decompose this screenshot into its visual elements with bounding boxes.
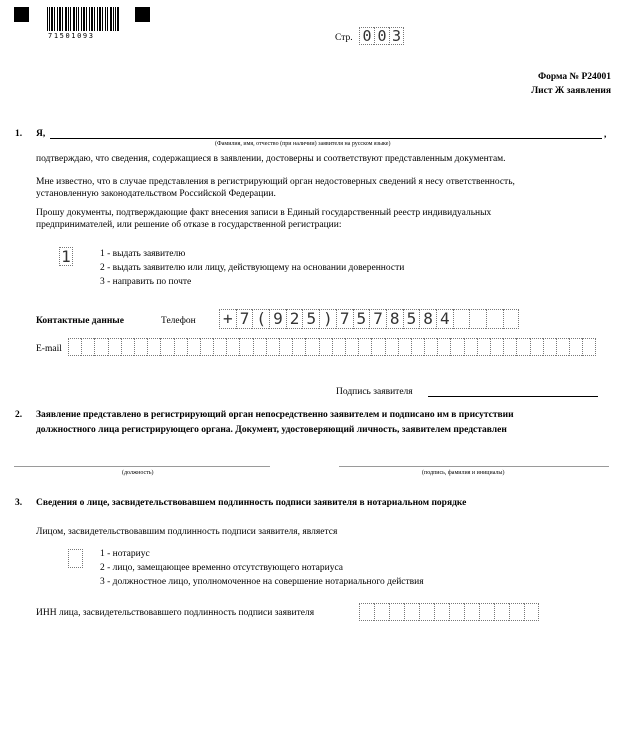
phone-char-cell[interactable]: 4: [436, 309, 453, 329]
page-digit-cell: 3: [389, 27, 404, 45]
email-char-cell[interactable]: [213, 338, 226, 356]
page-digit-cell: 0: [359, 27, 374, 45]
inn-digit-cell[interactable]: [374, 603, 389, 621]
sheet-title: Лист Ж заявления: [531, 86, 611, 96]
delivery-option-1: 1 - выдать заявителю: [100, 249, 186, 259]
email-char-cell[interactable]: [398, 338, 411, 356]
delivery-option-2: 2 - выдать заявителю или лицу, действующему на основании доверенности: [100, 263, 405, 273]
inn-digit-cell[interactable]: [404, 603, 419, 621]
applicant-name-hint: (Фамилия, имя, отчество (при наличии) заявителя на русском языке): [215, 141, 391, 147]
email-char-cell[interactable]: [68, 338, 81, 356]
barcode-number: 71501093: [48, 32, 95, 40]
email-char-cell[interactable]: [226, 338, 239, 356]
email-char-cell[interactable]: [530, 338, 543, 356]
inn-digit-cell[interactable]: [419, 603, 434, 621]
official-signature-hint: (подпись, фамилия и инициалы): [422, 470, 505, 476]
email-char-cell[interactable]: [556, 338, 569, 356]
notary-intro: Лицом, засвидетельствовавшим подлинность подписи заявителя, является: [36, 527, 338, 537]
confirm-text: подтверждаю, что сведения, содержащиеся в заявлении, достоверны и соответствуют представленным документам.: [36, 154, 506, 164]
applicant-name-line[interactable]: [50, 138, 602, 139]
applicant-name-comma: ,: [604, 130, 607, 140]
notary-option-1: 1 - нотариус: [100, 549, 150, 559]
email-char-cell[interactable]: [94, 338, 107, 356]
inn-field[interactable]: [359, 603, 539, 621]
email-char-cell[interactable]: [292, 338, 305, 356]
phone-char-cell[interactable]: [486, 309, 503, 329]
email-char-cell[interactable]: [174, 338, 187, 356]
email-char-cell[interactable]: [121, 338, 134, 356]
phone-char-cell[interactable]: ): [319, 309, 336, 329]
email-char-cell[interactable]: [450, 338, 463, 356]
email-char-cell[interactable]: [266, 338, 279, 356]
phone-char-cell[interactable]: 5: [353, 309, 370, 329]
email-char-cell[interactable]: [305, 338, 318, 356]
barcode-image: [47, 7, 119, 31]
phone-char-cell[interactable]: +: [219, 309, 236, 329]
phone-char-cell[interactable]: 7: [236, 309, 253, 329]
email-char-cell[interactable]: [477, 338, 490, 356]
request-text-line-2: предпринимателей, или решение об отказе в государственной регистрации:: [36, 220, 342, 230]
email-char-cell[interactable]: [437, 338, 450, 356]
email-char-cell[interactable]: [569, 338, 582, 356]
inn-digit-cell[interactable]: [434, 603, 449, 621]
page-label: Стр.: [335, 33, 353, 43]
email-char-cell[interactable]: [332, 338, 345, 356]
section-3-title: Сведения о лице, засвидетельствовавшем подлинность подписи заявителя в нотариальном порядке: [36, 498, 467, 508]
email-char-cell[interactable]: [239, 338, 252, 356]
phone-char-cell[interactable]: (: [252, 309, 269, 329]
phone-field[interactable]: [219, 309, 519, 329]
inn-digit-cell[interactable]: [524, 603, 539, 621]
email-char-cell[interactable]: [345, 338, 358, 356]
aware-text-line-2: установленную законодательством Российской Федерации.: [36, 189, 276, 199]
request-text-line-1: Прошу документы, подтверждающие факт внесения записи в Единый государственный реестр индивидуальных: [36, 208, 492, 218]
registration-mark-right: [135, 7, 150, 22]
inn-digit-cell[interactable]: [449, 603, 464, 621]
email-field[interactable]: [68, 338, 596, 356]
email-char-cell[interactable]: [424, 338, 437, 356]
email-char-cell[interactable]: [319, 338, 332, 356]
phone-char-cell[interactable]: 5: [403, 309, 420, 329]
page-number-cells: [359, 27, 404, 45]
email-char-cell[interactable]: [464, 338, 477, 356]
email-char-cell[interactable]: [279, 338, 292, 356]
delivery-choice-cell[interactable]: 1: [59, 247, 73, 266]
position-hint: (должность): [122, 470, 154, 476]
phone-char-cell[interactable]: [503, 309, 520, 329]
email-char-cell[interactable]: [503, 338, 516, 356]
inn-digit-cell[interactable]: [494, 603, 509, 621]
email-char-cell[interactable]: [582, 338, 595, 356]
phone-char-cell[interactable]: 8: [386, 309, 403, 329]
section-1-number: 1.: [15, 129, 23, 139]
section-2-text-line-2: должностного лица регистрирующего органа. Документ, удостоверяющий личность, заявителем представлен: [36, 425, 507, 435]
phone-char-cell[interactable]: 8: [419, 309, 436, 329]
delivery-option-3: 3 - направить по почте: [100, 277, 192, 287]
inn-digit-cell[interactable]: [464, 603, 479, 621]
inn-digit-cell[interactable]: [389, 603, 404, 621]
email-label: E-mail: [36, 344, 62, 354]
phone-char-cell[interactable]: 5: [302, 309, 319, 329]
email-char-cell[interactable]: [516, 338, 529, 356]
email-char-cell[interactable]: [253, 338, 266, 356]
email-char-cell[interactable]: [134, 338, 147, 356]
email-char-cell[interactable]: [358, 338, 371, 356]
notary-choice-field[interactable]: [68, 549, 83, 568]
email-char-cell[interactable]: [371, 338, 384, 356]
notary-option-3: 3 - должностное лицо, уполномоченное на совершение нотариального действия: [100, 577, 424, 587]
phone-char-cell[interactable]: 7: [369, 309, 386, 329]
delivery-choice-field[interactable]: [59, 247, 73, 266]
email-char-cell[interactable]: [160, 338, 173, 356]
phone-char-cell[interactable]: [453, 309, 470, 329]
phone-char-cell[interactable]: [469, 309, 486, 329]
notary-option-2: 2 - лицо, замещающее временно отсутствующего нотариуса: [100, 563, 344, 573]
email-char-cell[interactable]: [490, 338, 503, 356]
official-position-line[interactable]: [14, 466, 270, 467]
email-char-cell[interactable]: [147, 338, 160, 356]
applicant-signature-line[interactable]: [428, 396, 598, 397]
inn-digit-cell[interactable]: [509, 603, 524, 621]
phone-char-cell[interactable]: 7: [336, 309, 353, 329]
email-char-cell[interactable]: [200, 338, 213, 356]
phone-char-cell[interactable]: 9: [269, 309, 286, 329]
phone-char-cell[interactable]: 2: [286, 309, 303, 329]
section-3-number: 3.: [15, 498, 23, 508]
page-digit-cell: 0: [374, 27, 389, 45]
inn-digit-cell[interactable]: [479, 603, 494, 621]
inn-label: ИНН лица, засвидетельствовавшего подлинность подписи заявителя: [36, 608, 315, 618]
inn-digit-cell[interactable]: [359, 603, 374, 621]
email-char-cell[interactable]: [108, 338, 121, 356]
section-2-text-line-1: Заявление представлено в регистрирующий орган непосредственно заявителем и подписано им в присутствии: [36, 410, 514, 420]
email-char-cell[interactable]: [543, 338, 556, 356]
phone-label: Телефон: [161, 316, 196, 326]
contact-data-label: Контактные данные: [36, 316, 124, 326]
email-char-cell[interactable]: [187, 338, 200, 356]
section-1-lead: Я,: [36, 129, 46, 139]
email-char-cell[interactable]: [385, 338, 398, 356]
aware-text-line-1: Мне известно, что в случае представления в регистрирующий орган недостоверных сведений я несу ответственность,: [36, 177, 515, 187]
notary-choice-cell[interactable]: [68, 549, 83, 568]
registration-mark-left: [14, 7, 29, 22]
section-2-number: 2.: [15, 410, 23, 420]
signature-label: Подпись заявителя: [336, 387, 413, 397]
email-char-cell[interactable]: [81, 338, 94, 356]
email-char-cell[interactable]: [411, 338, 424, 356]
form-number: Форма № Р24001: [537, 72, 611, 82]
official-signature-line[interactable]: [339, 466, 609, 467]
